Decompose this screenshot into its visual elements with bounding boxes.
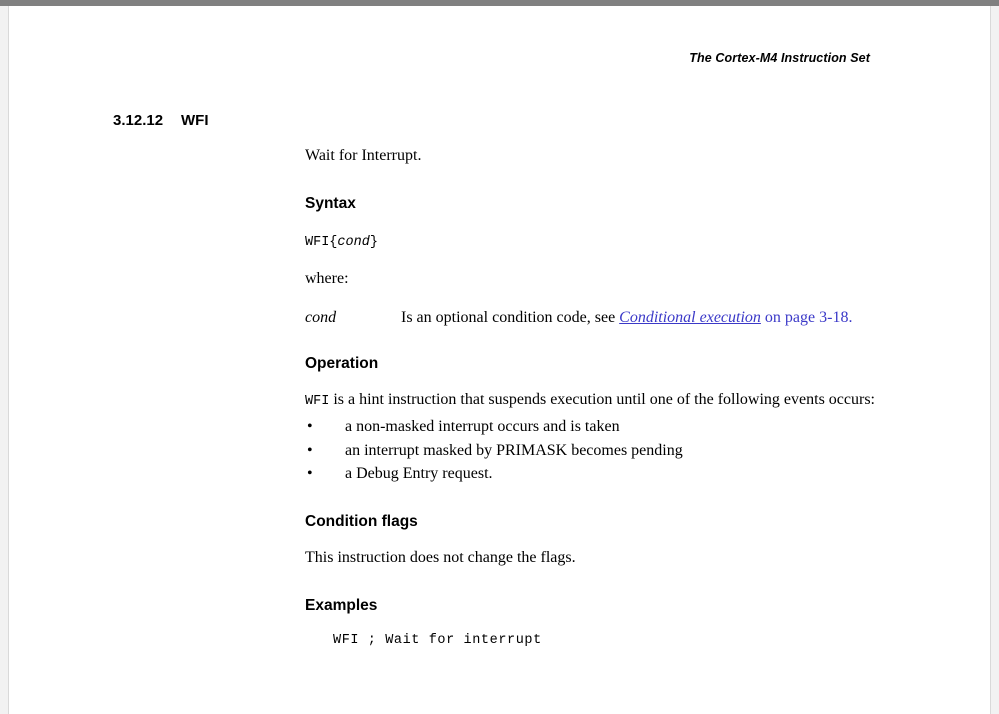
document-page — [9, 6, 990, 714]
heading-syntax: Syntax — [305, 194, 356, 212]
page-title: WFI — [181, 112, 209, 129]
list-item — [305, 415, 925, 438]
page-right-gutter — [990, 6, 999, 714]
intro-paragraph: Wait for Interrupt. — [305, 147, 422, 164]
operation-paragraph — [305, 390, 925, 411]
bullet-icon: • — [307, 418, 313, 436]
condition-flags-paragraph: This instruction does not change the flags. — [305, 548, 576, 566]
conditional-execution-link[interactable]: Conditional execution — [619, 308, 761, 326]
cond-definition-row — [305, 309, 925, 327]
cond-definition — [401, 309, 852, 327]
cond-term: cond — [305, 308, 337, 326]
list-item-label: an interrupt masked by PRIMASK becomes pending — [345, 441, 683, 459]
heading-examples: Examples — [305, 596, 378, 614]
list-item — [305, 439, 925, 462]
section-number: 3.12.12 — [113, 112, 164, 129]
bullet-icon: • — [307, 441, 313, 459]
heading-condition-flags: Condition flags — [305, 512, 418, 530]
list-item — [305, 462, 925, 485]
operation-bullet-list — [305, 415, 925, 485]
cond-definition-text-after: on page 3-18. — [760, 308, 853, 326]
page-header-title: The Cortex-M4 Instruction Set — [689, 51, 870, 65]
cond-definition-text-before: Is an optional condition code, see — [401, 308, 620, 326]
heading-operation: Operation — [305, 354, 379, 372]
body-column — [305, 144, 925, 648]
syntax-code-suffix: } — [369, 234, 378, 250]
operation-lead-text: is a hint instruction that suspends execution until one of the following events occurs: — [329, 390, 875, 408]
bullet-icon: • — [307, 464, 313, 482]
syntax-code-prefix: WFI{ — [305, 234, 338, 250]
operation-lead-code: WFI — [305, 393, 330, 409]
syntax-code-line — [305, 232, 925, 250]
list-item-label: a non-masked interrupt occurs and is taken — [345, 418, 620, 436]
list-item-label: a Debug Entry request. — [345, 464, 493, 482]
page-left-gutter — [0, 6, 9, 714]
example-code-line: WFI ; Wait for interrupt — [333, 632, 542, 648]
where-label: where: — [305, 269, 349, 287]
syntax-code-cond: cond — [337, 234, 370, 250]
